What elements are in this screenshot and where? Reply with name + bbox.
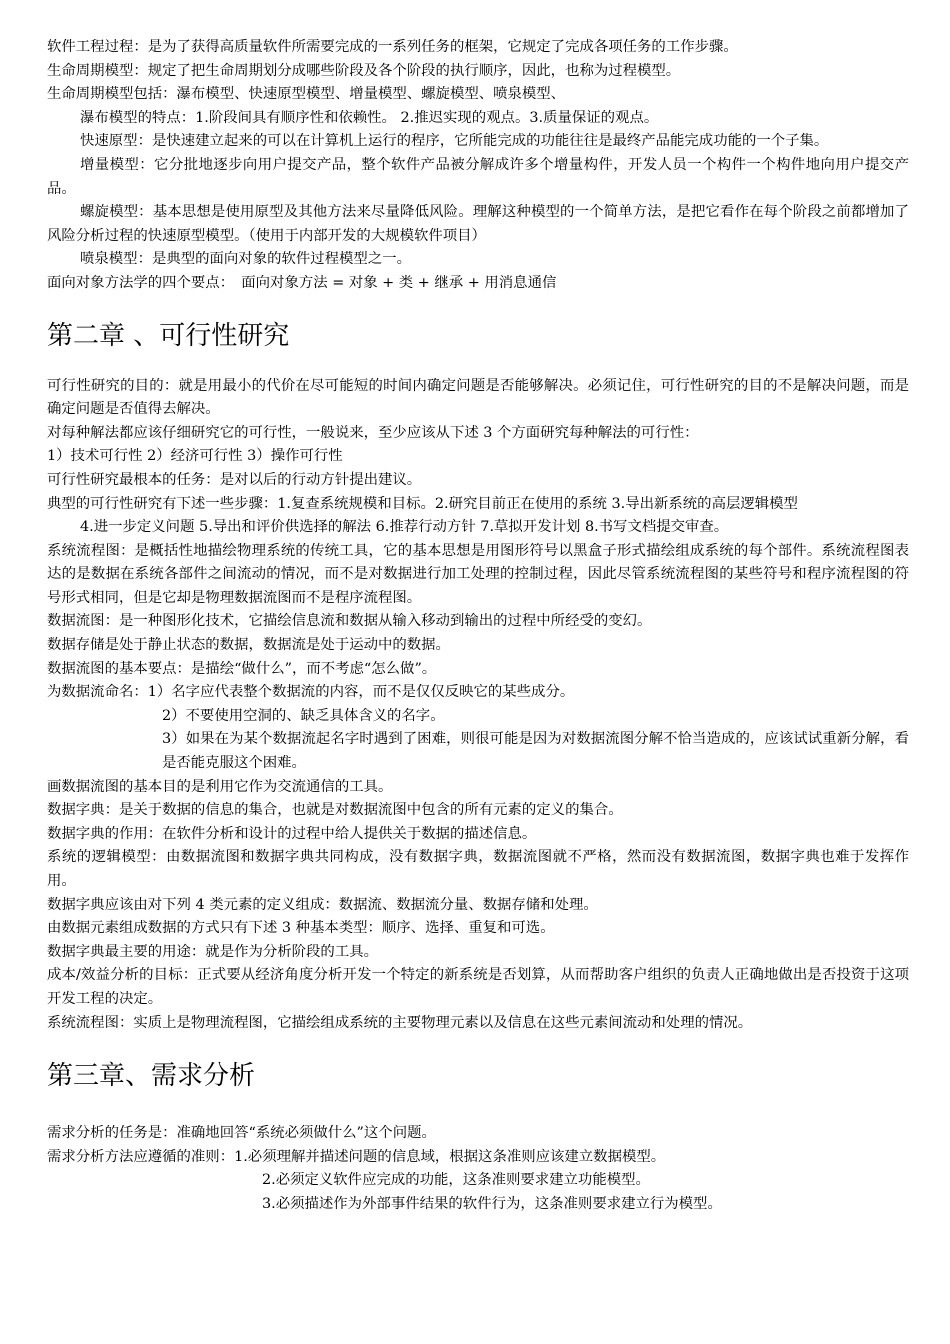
paragraph-waterfall: 瀑布模型的特点：1.阶段间具有顺序性和依赖性。 2.推迟实现的观点。3.质量保证的观点。 [80, 109, 659, 126]
paragraph-data-dictionary-role: 数据字典的作用：在软件分析和设计的过程中给人提供关于数据的描述信息。 [47, 825, 537, 842]
paragraph-incremental: 增量模型：它分批地逐步向用户提交产品，整个软件产品被分解成许多个增量构件，开发人员一个构件一个构件地向用户提交产品。 [47, 156, 909, 197]
paragraph-cost-benefit: 成本/效益分析的目标：正式要从经济角度分析开发一个特定的新系统是否划算，从而帮助客户组织的负责人正确地做出是否投资于这项开发工程的决定。 [47, 967, 909, 1007]
paragraph-logical-model: 系统的逻辑模型：由数据流图和数据字典共同构成，没有数据字典，数据流图就不严格，然而没有数据流图，数据字典也难于发挥作用。 [47, 849, 909, 889]
paragraph-software-process: 软件工程过程：是为了获得高质量软件所需要完成的一系列任务的框架，它规定了完成各项任务的工作步骤。 [47, 39, 738, 55]
paragraph-dictionary-use: 数据字典最主要的用途：就是作为分析阶段的工具。 [47, 943, 378, 960]
paragraph-requirements-rule-1: 需求分析方法应遵循的准则：1.必须理解并描述问题的信息域，根据这条准则应该建立数据模型。 [47, 1148, 666, 1165]
paragraph-data-flow-diagram: 数据流图：是一种图形化技术，它描绘信息流和数据从输入移动到输出的过程中所经受的变幻。 [47, 613, 652, 630]
paragraph-rapid-prototype: 快速原型：是快速建立起来的可以在计算机上运行的程序，它所能完成的功能往往是最终产品能完成功能的一个子集。 [80, 133, 829, 150]
paragraph-dictionary-elements: 数据字典应该由对下列 4 类元素的定义组成：数据流、数据流分量、数据存储和处理。 [47, 896, 598, 913]
paragraph-feasibility-steps-cont: 4.进一步定义问题 5.导出和评价供选择的解法 6.推荐行动方针 7.草拟开发计划 8.书写文档提交审查。 [80, 519, 729, 536]
paragraph-feasibility-types: 1）技术可行性 2）经济可行性 3）操作可行性 [47, 448, 343, 465]
paragraph-requirements-rule-3: 3.必须描述作为外部事件结果的软件行为，这条准则要求建立行为模型。 [262, 1195, 722, 1212]
paragraph-system-flowchart: 系统流程图：是概括性地描绘物理系统的传统工具，它的基本思想是用图形符号以黑盒子形式描绘组成系统的每个部件。系统流程图表达的是数据在系统各部件之间流动的情况，而不是对数据进行加工处理的控制过程，因此尽管系统流程图的某些符号和程序流程图的符号形式相同，但是它却是物理数据流图而不是程序流程图。 [47, 542, 909, 606]
document-page [47, 36, 909, 1217]
paragraph-feasibility-aspects: 对每种解法都应该仔细研究它的可行性，一般说来，至少应该从下述 3 个方面研究每种解法的可行性： [47, 424, 699, 441]
paragraph-naming-3: 3）如果在为某个数据流起名字时遇到了困难，则很可能是因为对数据流图分解不恰当造成的，应该试试重新分解，看是否能克服这个困难。 [162, 731, 909, 772]
paragraph-dfd-purpose: 画数据流图的基本目的是利用它作为交流通信的工具。 [47, 778, 393, 795]
paragraph-lifecycle-models-list: 生命周期模型包括：瀑布模型、快速原型模型、增量模型、螺旋模型、喷泉模型、 [47, 86, 566, 103]
paragraph-dfd-essentials: 数据流图的基本要点：是描绘“做什么”，而不考虑“怎么做”。 [47, 660, 437, 677]
paragraph-data-dictionary: 数据字典：是关于数据的信息的集合，也就是对数据流图中包含的所有元素的定义的集合。 [47, 802, 623, 819]
paragraph-lifecycle-model: 生命周期模型：规定了把生命周期划分成哪些阶段及各个阶段的执行顺序，因此，也称为过程模型。 [47, 62, 681, 79]
paragraph-system-flowchart-2: 系统流程图：实质上是物理流程图，它描绘组成系统的主要物理元素以及信息在这些元素间流动和处理的情况。 [47, 1014, 753, 1031]
paragraph-spiral: 螺旋模型：基本思想是使用原型及其他方法来尽量降低风险。理解这种模型的一个简单方法，是把它看作在每个阶段之前都增加了风险分析过程的快速原型模型。（使用于内部开发的大规模软件项目） [47, 204, 909, 244]
paragraph-feasibility-steps: 典型的可行性研究有下述一些步骤：1.复查系统规模和目标。2.研究目前正在使用的系统 3.导出新系统的高层逻辑模型 [47, 495, 798, 512]
paragraph-oo-points: 面向对象方法学的四个要点： 面向对象方法 = 对象 + 类 + 继承 + 用消息通信 [47, 274, 557, 291]
paragraph-naming-2: 2）不要使用空洞的、缺乏具体含义的名字。 [162, 707, 445, 724]
paragraph-feasibility-task: 可行性研究最根本的任务：是对以后的行动方针提出建议。 [47, 471, 422, 488]
paragraph-fountain: 喷泉模型：是典型的面向对象的软件过程模型之一。 [80, 251, 411, 268]
chapter-2-heading: 第二章 、可行性研究 [47, 320, 290, 351]
paragraph-naming-1: 为数据流命名：1）名字应代表整个数据流的内容，而不是仅仅反映它的某些成分。 [47, 684, 575, 701]
paragraph-data-composition: 由数据元素组成数据的方式只有下述 3 种基本类型：顺序、选择、重复和可选。 [47, 920, 555, 937]
paragraph-requirements-rule-2: 2.必须定义软件应完成的功能，这条准则要求建立功能模型。 [262, 1172, 650, 1189]
chapter-3-heading: 第三章、需求分析 [47, 1061, 256, 1092]
paragraph-feasibility-purpose: 可行性研究的目的：就是用最小的代价在尽可能短的时间内确定问题是否能够解决。必须记住，可行性研究的目的不是解决问题，而是确定问题是否值得去解决。 [47, 377, 909, 418]
paragraph-requirements-task: 需求分析的任务是：准确地回答“系统必须做什么”这个问题。 [47, 1125, 436, 1142]
paragraph-data-store: 数据存储是处于静止状态的数据，数据流是处于运动中的数据。 [47, 637, 450, 654]
